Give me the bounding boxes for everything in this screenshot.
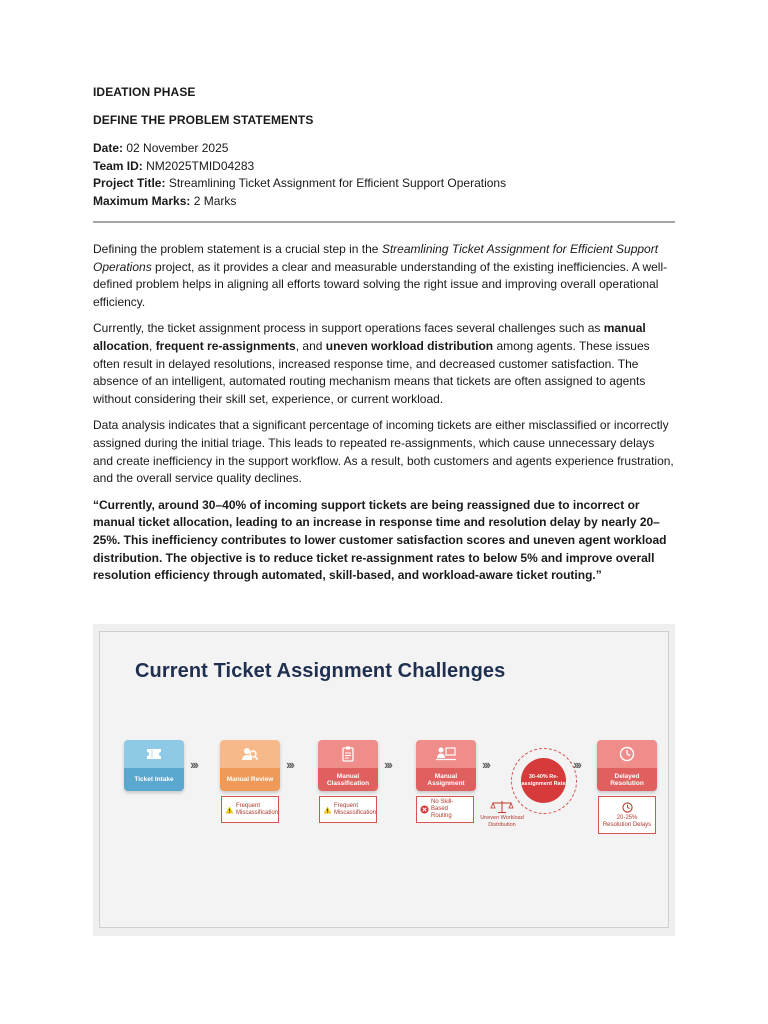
clock-icon — [619, 746, 635, 762]
step-ticket-intake — [124, 740, 184, 791]
p2-bold-1: manual allocation — [93, 321, 646, 353]
issue-label: No Skill-Based Routing — [431, 799, 454, 819]
x-circle-icon — [420, 805, 429, 814]
delay-label: 20-25% Resolution Delays — [602, 814, 652, 828]
issue-box-classification — [319, 796, 377, 823]
reassignment-rate-badge: 30-40% Re-assignment Rate — [521, 758, 566, 803]
meta-team — [93, 158, 675, 176]
step-manual-assignment — [416, 740, 476, 791]
issue-box-assignment — [416, 796, 474, 823]
chevrons-4: ››› — [482, 757, 489, 772]
paragraph-intro — [93, 241, 675, 311]
warning-icon — [323, 806, 332, 814]
p2-text-b: among agents. These issues often result in delayed resolutions, increased response time, and decreased customer satisfaction. The absence of an intelligent, automated routing mechanism means that tickets are often assigned to agents without considering their skill set, experience, or current workload. — [93, 338, 650, 406]
step-delayed-resolution — [597, 740, 657, 791]
issue-box-delay — [598, 796, 656, 834]
step-top — [416, 740, 476, 768]
divider — [93, 221, 675, 223]
uneven-workload-label: Uneven Workload Distribution — [480, 815, 524, 828]
step-label: Manual Classification — [318, 768, 378, 791]
chevrons-5: ››› — [573, 757, 580, 772]
p1-italic: Streamlining Ticket Assignment for Efficient Support Operations — [93, 242, 659, 274]
clipboard-icon — [342, 746, 354, 762]
step-label: Manual Assignment — [416, 768, 476, 791]
p2-sep-2: , and — [295, 338, 326, 353]
p2-bold-2: frequent re-assignments — [155, 338, 296, 353]
document-page — [93, 84, 675, 594]
magnifier-person-icon — [241, 746, 259, 762]
paragraph-data-analysis: Data analysis indicates that a significant percentage of incoming tickets are either misclassified or incorrectly assigned during the initial triage. This leads to repeated re-assignments, which cause unnecessary delays and create inefficiency in the support workflow. As a result, both customers and agents experience frustration, and the overall service quality declines. — [93, 418, 674, 486]
p1-text-a: Defining the problem statement is a crucial step in the — [93, 242, 382, 256]
step-manual-classification — [318, 740, 378, 791]
meta-marks-value: 2 Marks — [193, 193, 237, 208]
balance-scale-icon — [490, 800, 514, 814]
chevrons-2: ››› — [286, 757, 293, 772]
step-label: Ticket Intake — [124, 768, 184, 791]
step-top — [124, 740, 184, 768]
issue-box-review — [221, 796, 279, 823]
p2-text-a: Currently, the ticket assignment process in support operations faces several challenges such as — [93, 321, 604, 336]
step-label: Delayed Resolution — [597, 768, 657, 791]
meta-date-value: 02 November 2025 — [126, 141, 229, 155]
p2-sep-1: , — [149, 338, 156, 353]
meta-date — [93, 140, 675, 158]
agent-desk-icon — [436, 746, 456, 762]
paragraph-challenges — [93, 320, 675, 408]
step-manual-review — [220, 740, 280, 791]
step-top — [318, 740, 378, 768]
challenges-figure — [93, 624, 675, 936]
meta-marks-label: Maximum Marks: — [93, 193, 191, 208]
clock-icon — [622, 802, 633, 813]
section-heading: DEFINE THE PROBLEM STATEMENTS — [93, 113, 314, 127]
step-top — [220, 740, 280, 768]
issue-label: Frequent Miscassification — [334, 802, 377, 816]
problem-statement-quote: “Currently, around 30–40% of incoming support tickets are being reassigned due to incorrect or manual ticket allocation, leading to an increase in response time and resolution delay by nearly 20–25%. This inefficiency contributes to lower customer satisfaction scores and uneven agent workload distribution. The objective is to reduce ticket re-assignment rates to below 5% and improve overall resolution efficiency through automated, skill-based, and workload-aware ticket routing.” — [93, 497, 667, 583]
ticket-icon — [146, 748, 162, 760]
reassignment-rate-ring — [511, 748, 577, 814]
meta-project-label: Project Title: — [93, 176, 166, 190]
meta-project — [93, 175, 675, 193]
step-label: Manual Review — [220, 768, 280, 791]
meta-date-label: Date: — [93, 141, 124, 155]
meta-team-label: Team ID: — [93, 158, 143, 173]
meta-marks — [93, 193, 675, 211]
warning-icon — [225, 806, 234, 814]
phase-heading: IDEATION PHASE — [93, 85, 196, 99]
p2-bold-3: uneven workload distribution — [325, 338, 494, 353]
figure-title: Current Ticket Assignment Challenges — [135, 660, 506, 682]
chevrons-3: ››› — [384, 757, 391, 772]
figure-frame — [99, 631, 669, 928]
p1-text-b: project, as it provides a clear and measurable understanding of the existing inefficiencies. A well-defined problem helps in aligning all efforts toward solving the right issue and improving overall operational efficiency. — [93, 259, 668, 309]
issue-label: Frequent Miscassification — [236, 802, 279, 816]
step-top — [597, 740, 657, 768]
chevrons-1: ››› — [190, 757, 197, 772]
meta-team-value: NM2025TMID04283 — [146, 158, 255, 173]
meta-project-value: Streamlining Ticket Assignment for Efficient Support Operations — [168, 176, 507, 190]
